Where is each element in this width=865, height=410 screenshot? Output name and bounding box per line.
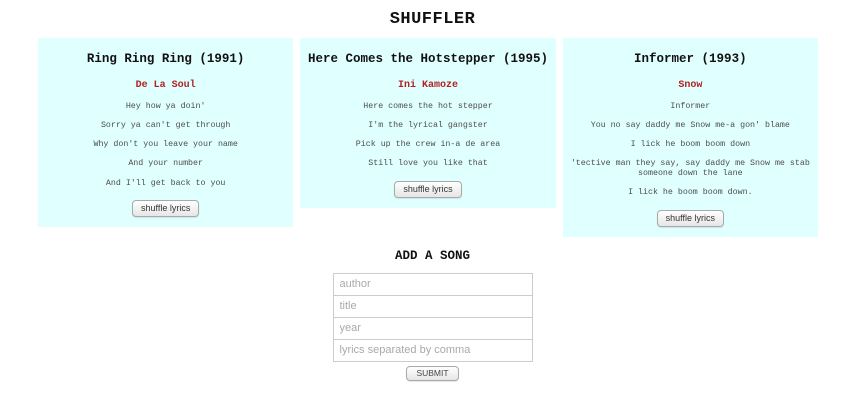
lyric-line: And I'll get back to you — [105, 178, 226, 188]
song-card — [38, 38, 293, 227]
lyric-line: 'tective man they say, say daddy me Snow me stab someone down the lane — [570, 159, 810, 179]
lyrics-input[interactable] — [333, 339, 533, 362]
lyric-line: Hey how ya doin' — [125, 101, 206, 111]
song-title: Ring Ring Ring (1991) — [86, 52, 245, 66]
song-card — [300, 38, 555, 208]
add-song-section — [333, 249, 533, 381]
song-title: Informer (1993) — [634, 52, 747, 66]
page-title: SHUFFLER — [389, 10, 476, 29]
submit-button[interactable]: SUBMIT — [406, 366, 458, 381]
song-artist: Snow — [678, 80, 703, 91]
lyric-line: Here comes the hot stepper — [363, 101, 493, 111]
song-title: Here Comes the Hotstepper (1995) — [307, 52, 549, 66]
lyric-line: And your number — [128, 159, 203, 169]
year-input[interactable] — [333, 317, 533, 340]
lyric-line: You no say daddy me Snow me-a gon' blame — [590, 120, 790, 130]
shuffle-lyrics-button[interactable]: shuffle lyrics — [132, 200, 199, 217]
song-card — [563, 38, 818, 237]
author-input[interactable] — [333, 273, 533, 296]
lyric-line: I lick he boom boom down. — [628, 188, 753, 198]
lyric-line: Pick up the crew in-a de area — [355, 140, 501, 150]
song-artist: Ini Kamoze — [397, 80, 458, 91]
lyric-line: Sorry ya can't get through — [100, 120, 231, 130]
lyric-line: Informer — [670, 101, 711, 111]
song-artist: De La Soul — [135, 80, 196, 91]
lyric-line: I lick he boom boom down — [630, 140, 751, 150]
song-cards-row — [38, 38, 818, 237]
add-song-form — [333, 273, 533, 381]
lyric-line: Why don't you leave your name — [93, 140, 238, 150]
lyric-line: I'm the lyrical gangster — [368, 120, 488, 130]
add-song-heading: ADD A SONG — [394, 248, 470, 263]
shuffle-lyrics-button[interactable]: shuffle lyrics — [657, 210, 724, 227]
shuffle-lyrics-button[interactable]: shuffle lyrics — [394, 181, 461, 198]
title-input[interactable] — [333, 295, 533, 318]
lyric-line: Still love you like that — [368, 159, 488, 169]
